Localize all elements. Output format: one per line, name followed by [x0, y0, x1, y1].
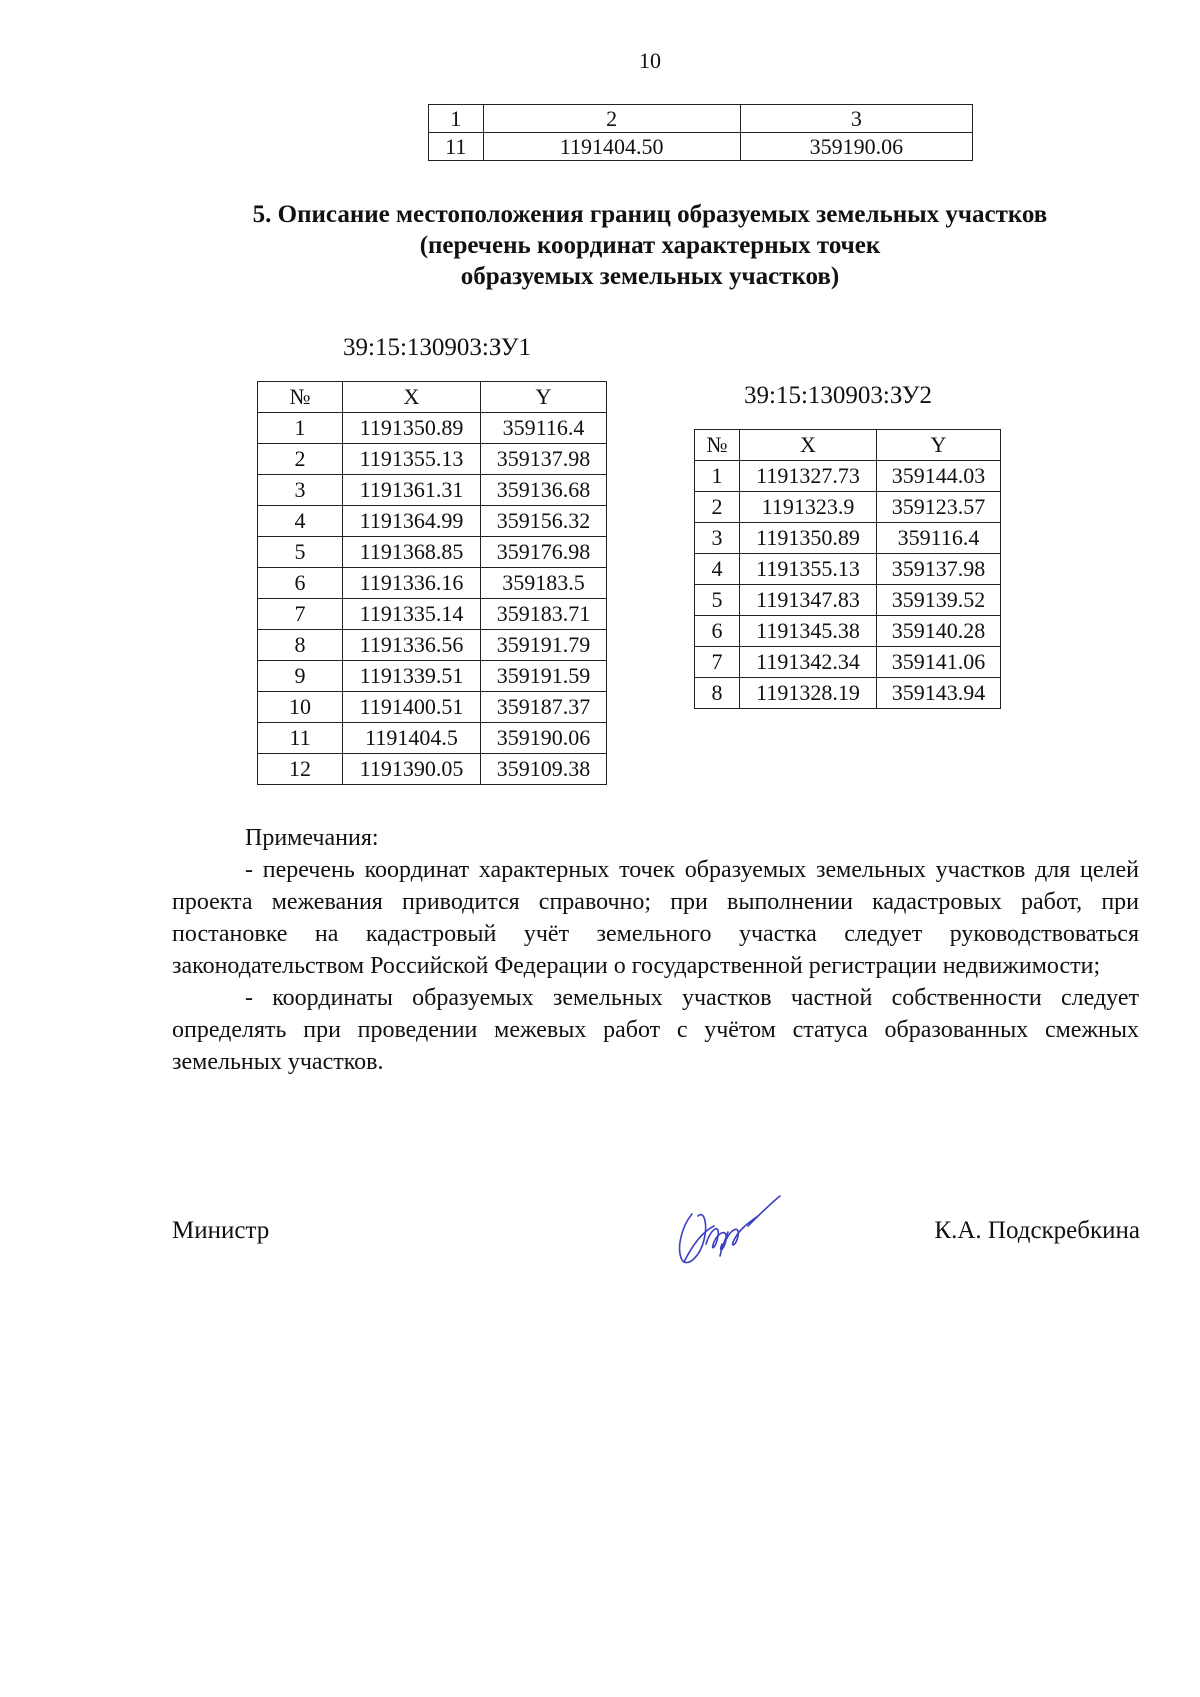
table-cell: 359116.4	[481, 413, 607, 444]
table-cell: 1191350.89	[740, 523, 877, 554]
table-row	[258, 754, 607, 785]
table-row	[258, 475, 607, 506]
table-cell: 1191355.13	[343, 444, 481, 475]
parcel-title-zu1: 39:15:130903:ЗУ1	[343, 334, 531, 361]
table-header-row	[258, 382, 607, 413]
notes-title: Примечания:	[245, 825, 379, 851]
table-cell: 1191364.99	[343, 506, 481, 537]
column-header-number: №	[695, 430, 740, 461]
table-cell: 359190.06	[481, 723, 607, 754]
table-cell: 2	[483, 105, 740, 133]
table-cell: 5	[695, 585, 740, 616]
table-cell: 4	[695, 554, 740, 585]
table-cell: 8	[695, 678, 740, 709]
table-cell: 1191355.13	[740, 554, 877, 585]
table-cell: 1191400.51	[343, 692, 481, 723]
page-number: 10	[639, 48, 661, 73]
table-cell: 2	[258, 444, 343, 475]
table-cell: 1191339.51	[343, 661, 481, 692]
table-cell: 1191390.05	[343, 754, 481, 785]
table-row	[258, 599, 607, 630]
table-cell: 359187.37	[481, 692, 607, 723]
heading-line: (перечень координат характерных точек	[419, 232, 881, 259]
table-row	[695, 492, 1001, 523]
column-header-x: X	[740, 430, 877, 461]
table-cell: 12	[258, 754, 343, 785]
table-cell: 7	[695, 647, 740, 678]
table-cell: 7	[258, 599, 343, 630]
table-row	[695, 585, 1001, 616]
table-cell: 359190.06	[740, 133, 972, 161]
table-cell: 359139.52	[877, 585, 1001, 616]
parcel-title-zu2: 39:15:130903:ЗУ2	[744, 382, 932, 409]
coordinates-table-zu1	[257, 381, 607, 785]
table-row	[258, 661, 607, 692]
table-cell: 6	[695, 616, 740, 647]
table-cell: 1191361.31	[343, 475, 481, 506]
table-cell: 11	[429, 133, 484, 161]
note-item: - координаты образуемых земельных участков частной собственности следует определять при проведении межевых работ с учётом статуса образованных смежных земельных участков.	[172, 985, 1139, 1075]
column-header-y: Y	[877, 430, 1001, 461]
table-cell: 359191.79	[481, 630, 607, 661]
table-row	[258, 506, 607, 537]
table-cell: 1	[695, 461, 740, 492]
table-row	[258, 444, 607, 475]
table-cell: 8	[258, 630, 343, 661]
table-header-row	[695, 430, 1001, 461]
table-cell: 1191404.5	[343, 723, 481, 754]
signatory-position: Министр	[172, 1217, 270, 1244]
table-row	[695, 461, 1001, 492]
heading-line: образуемых земельных участков)	[460, 263, 840, 290]
table-row	[258, 723, 607, 754]
table-cell: 359183.71	[481, 599, 607, 630]
table-cell: 3	[258, 475, 343, 506]
table-cell: 1	[258, 413, 343, 444]
table-cell: 359136.68	[481, 475, 607, 506]
table-row	[258, 630, 607, 661]
table-row	[258, 413, 607, 444]
table-cell: 359183.5	[481, 568, 607, 599]
table-cell: 3	[695, 523, 740, 554]
signatory-name: К.А. Подскребкина	[934, 1217, 1140, 1244]
table-cell: 1191336.16	[343, 568, 481, 599]
table-cell: 359191.59	[481, 661, 607, 692]
table-cell: 10	[258, 692, 343, 723]
table-cell: 1	[429, 105, 484, 133]
note-item: - перечень координат характерных точек образуемых земельных участков для целей проекта межевания приводится справочно; при выполнении кадастровых работ, при постановке на кадастровый учёт земельного участка следует руководствоваться законодательством Российской Федерации о государственной регистрации недвижимости;	[172, 857, 1139, 979]
table-cell: 1191350.89	[343, 413, 481, 444]
coordinates-table-zu2	[694, 429, 1001, 709]
table-cell: 359141.06	[877, 647, 1001, 678]
table-cell: 359140.28	[877, 616, 1001, 647]
table-cell: 359137.98	[481, 444, 607, 475]
heading-line: 5. Описание местоположения границ образуемых земельных участков	[252, 201, 1048, 228]
table-row	[695, 678, 1001, 709]
continuation-table	[428, 104, 973, 161]
table-cell: 359144.03	[877, 461, 1001, 492]
table-cell: 1191335.14	[343, 599, 481, 630]
table-row	[695, 647, 1001, 678]
table-cell: 359123.57	[877, 492, 1001, 523]
table-cell: 359176.98	[481, 537, 607, 568]
notes-section	[172, 822, 1139, 1078]
table-cell: 359109.38	[481, 754, 607, 785]
table-cell: 1191328.19	[740, 678, 877, 709]
table-cell: 1191347.83	[740, 585, 877, 616]
table-cell: 359137.98	[877, 554, 1001, 585]
table-row	[429, 133, 973, 161]
table-row	[695, 554, 1001, 585]
table-cell: 1191327.73	[740, 461, 877, 492]
table-cell: 1191404.50	[483, 133, 740, 161]
column-header-x: X	[343, 382, 481, 413]
signature-icon	[670, 1186, 785, 1276]
table-cell: 5	[258, 537, 343, 568]
table-cell: 1191336.56	[343, 630, 481, 661]
table-cell: 9	[258, 661, 343, 692]
table-cell: 359143.94	[877, 678, 1001, 709]
table-cell: 6	[258, 568, 343, 599]
column-header-y: Y	[481, 382, 607, 413]
table-cell: 359156.32	[481, 506, 607, 537]
section-heading	[150, 199, 1150, 292]
table-row	[258, 537, 607, 568]
table-cell: 359116.4	[877, 523, 1001, 554]
table-cell: 4	[258, 506, 343, 537]
table-cell: 1191345.38	[740, 616, 877, 647]
table-row	[258, 568, 607, 599]
table-cell: 1191368.85	[343, 537, 481, 568]
table-cell: 2	[695, 492, 740, 523]
table-header-row	[429, 105, 973, 133]
table-cell: 1191342.34	[740, 647, 877, 678]
column-header-number: №	[258, 382, 343, 413]
table-row	[695, 616, 1001, 647]
table-cell: 11	[258, 723, 343, 754]
table-row	[258, 692, 607, 723]
table-cell: 3	[740, 105, 972, 133]
table-row	[695, 523, 1001, 554]
table-cell: 1191323.9	[740, 492, 877, 523]
